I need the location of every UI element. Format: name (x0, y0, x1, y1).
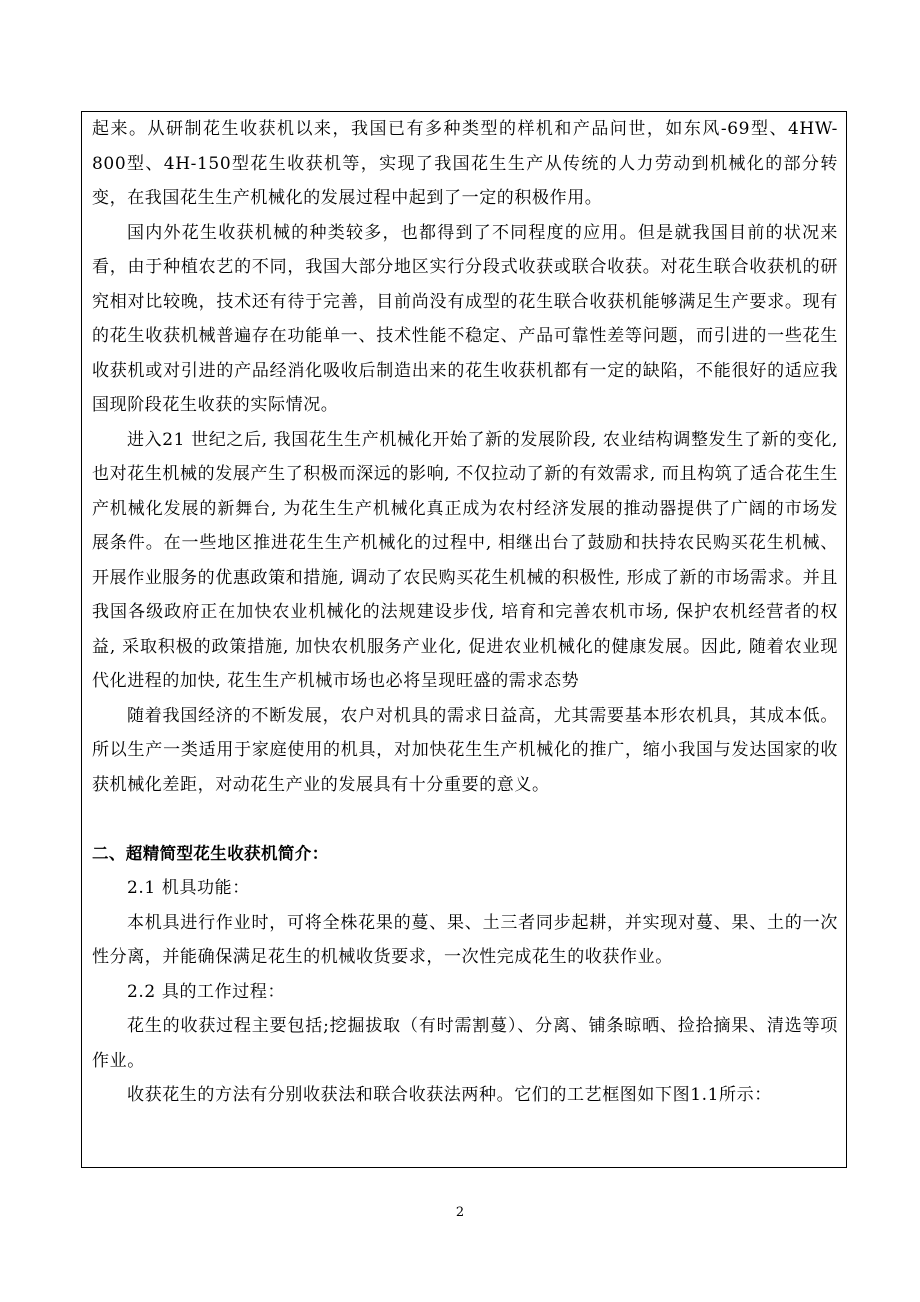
paragraph-21st-century: 进入21 世纪之后, 我国花生生产机械化开始了新的发展阶段, 农业结构调整发生了新的变化, 也对花生机械的发展产生了积极而深远的影响, 不仅拉动了新的有效需求, 而且构筑了适合花生生产机械化发展的新舞台, 为花生生产机械化真正成为农村经济发展的推动器提供了广阔的市场发展条件。在一些地区推进花生生产机械化的过程中, 相继出台了鼓励和扶持农民购买花生机械、开展作业服务的优惠政策和措施, 调动了农民购买花生机械的积极性, 形成了新的市场需求。并且我国各级政府正在加快农业机械化的法规建设步伐, 培育和完善农机市场, 保护农机经营者的权益, 采取积极的政策措施, 加快农机服务产业化, 促进农业机械化的健康发展。因此, 随着农业现代化进程的加快, 花生生产机械市场也必将呈现旺盛的需求态势 (92, 429, 838, 691)
page-number: 2 (455, 1205, 465, 1220)
section-heading: 二、超精简型花生收获机简介： (92, 843, 329, 863)
content-table-cell (81, 111, 847, 1168)
paragraph-methods: 收获花生的方法有分别收获法和联合收获法两种。它们的工艺框图如下图1.1所示： (127, 1085, 772, 1105)
paragraph-function: 本机具进行作业时，可将全株花果的蔓、果、土三者同步起耕，并实现对蔓、果、土的一次性分离，并能确保满足花生的机械收货要求，一次性完成花生的收获作业。 (92, 912, 838, 967)
paragraph-economy-development: 随着我国经济的不断发展，农户对机具的需求日益高，尤其需要基本形农机具，其成本低。所以生产一类适用于家庭使用的机具，对加快花生生产机械化的推广，缩小我国与发达国家的收获机械化差距，对动花生产业的发展具有十分重要的意义。 (92, 705, 838, 795)
paragraph-process: 花生的收获过程主要包括;挖掘拔取（有时需割蔓）、分离、铺条晾晒、捡拾摘果、清选等项作业。 (92, 1016, 838, 1071)
paragraph-domestic-foreign: 国内外花生收获机械的种类较多，也都得到了不同程度的应用。但是就我国目前的状况来看，由于种植农艺的不同，我国大部分地区实行分段式收获或联合收获。对花生联合收获机的研究相对比较晚，技术还有待于完善，目前尚没有成型的花生联合收获机能够满足生产要求。现有的花生收获机械普遍存在功能单一、技术性能不稳定、产品可靠性差等问题，而引进的一些花生收获机或对引进的产品经消化吸收后制造出来的花生收获机都有一定的缺陷，不能很好的适应我国现阶段花生收获的实际情况。 (92, 222, 838, 415)
subsection-heading-function: 2.1 机具功能： (127, 878, 250, 898)
paragraph-intro-continued: 起来。从研制花生收获机以来，我国已有多种类型的样机和产品问世，如东风-69型、4HW-800型、4H-150型花生收获机等，实现了我国花生生产从传统的人力劳动到机械化的部分转变，在我国花生生产机械化的发展过程中起到了一定的积极作用。 (92, 119, 838, 208)
document-body (92, 112, 838, 1113)
subsection-heading-process: 2.2 具的工作过程： (127, 981, 286, 1002)
blank-line (92, 802, 838, 837)
